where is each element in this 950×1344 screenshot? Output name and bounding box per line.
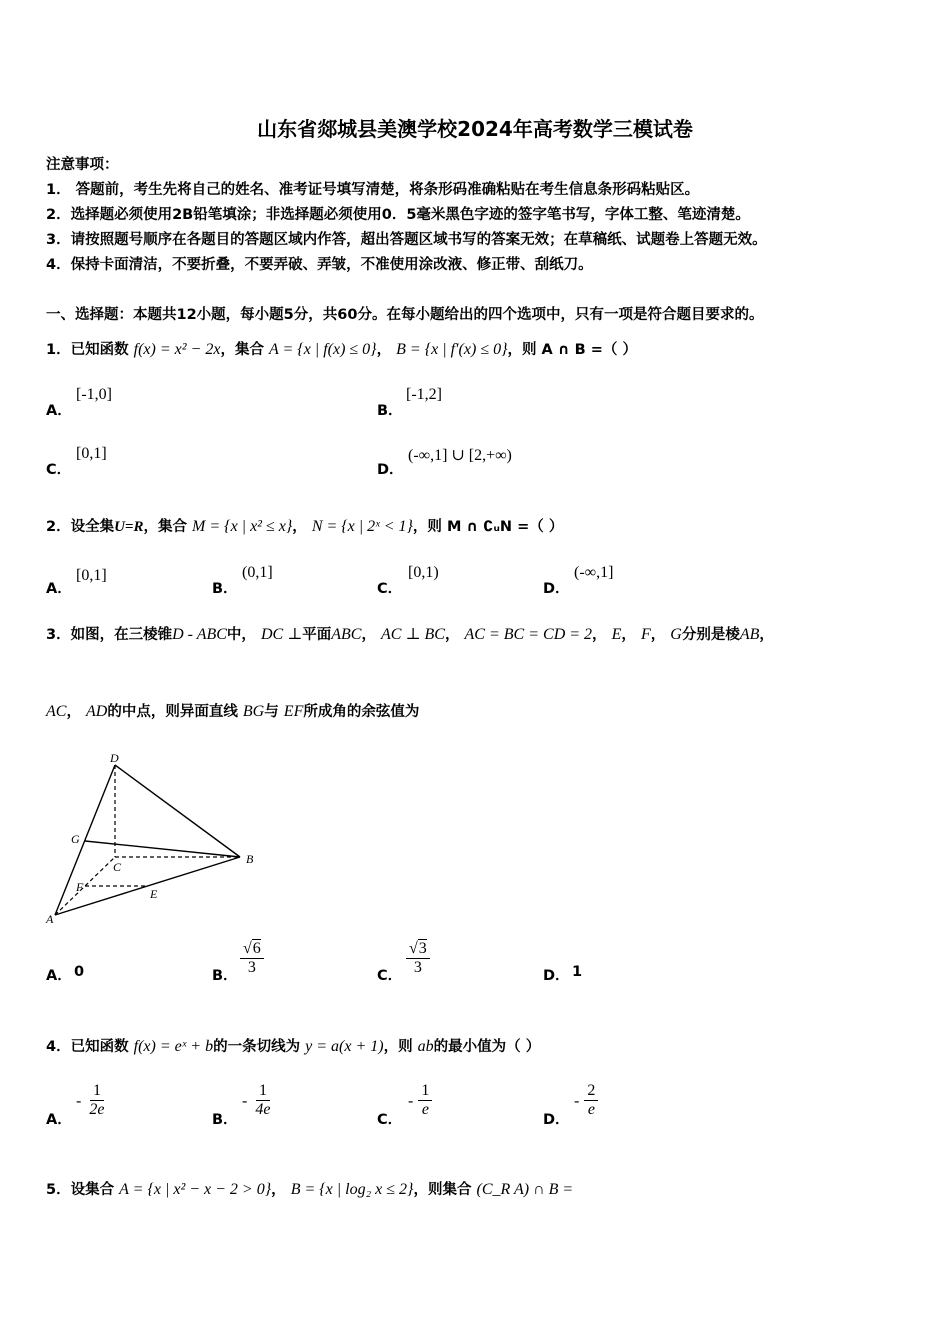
- q3-comma: ，: [759, 627, 774, 643]
- q3-option-b-value: [240, 940, 264, 978]
- q4-option-c-label[interactable]: C．: [377, 1112, 403, 1128]
- q4-option-d-value: [574, 1082, 598, 1120]
- q4-tail: 的最小值为（ ）: [433, 1039, 541, 1055]
- label-f: F: [76, 880, 84, 894]
- q1-option-b-value: [-1,2]: [406, 386, 442, 403]
- tetrahedron-figure: [40, 745, 280, 935]
- question-4-stem: [46, 1035, 540, 1056]
- q2-option-c-value: [0,1): [408, 564, 439, 581]
- q1-option-a-value: [-1,0]: [76, 386, 112, 403]
- q5-expression: (C_R A) ∩ B =: [476, 1181, 574, 1198]
- denominator: e: [421, 1101, 429, 1119]
- q3-option-d-value: 1: [572, 964, 583, 980]
- q3-line-bg: BG: [242, 703, 265, 720]
- q3-prefix: 3．如图，在三棱锥: [46, 627, 173, 643]
- question-3-stem-line2: [46, 700, 419, 721]
- numerator: √3: [406, 940, 430, 959]
- notice-item: 2．选择题必须使用2B铅笔填涂；非选择题必须使用0．5毫米黑色字迹的签字笔书写，字体工整、笔迹清楚。: [46, 207, 750, 223]
- numerator: 1: [256, 1082, 270, 1101]
- q3-lengths: AC = BC = CD = 2: [464, 626, 593, 643]
- q3-line2a: 的中点，则异面直线: [107, 704, 238, 720]
- q2-comma: ，: [292, 519, 307, 535]
- notice-item: 1． 答题前，考生先将自己的姓名、准考证号填写清楚，将条形码准确粘贴在考生信息条形码粘贴区。: [46, 182, 700, 198]
- numerator: 2: [584, 1082, 598, 1101]
- q2-set-n: N = {x | 2ˣ < 1}: [311, 518, 413, 535]
- label-d: D: [110, 751, 119, 765]
- label-g: G: [71, 832, 80, 846]
- q3-edge-ac: AC: [46, 703, 67, 720]
- q1-comma: ，: [376, 342, 392, 358]
- denominator: 4e: [255, 1101, 271, 1119]
- denominator: 2e: [89, 1101, 105, 1119]
- q2-prefix: 2．设全集: [46, 519, 115, 535]
- q1-tail: ，则 A ∩ B =（ ）: [507, 342, 637, 358]
- label-e: E: [150, 887, 158, 901]
- q3-option-b-label[interactable]: B．: [212, 968, 238, 984]
- q2-option-b-label[interactable]: B．: [212, 581, 238, 597]
- denominator: 3: [413, 959, 422, 977]
- q3-comma: ，: [361, 627, 376, 643]
- q3-point-f: F: [640, 626, 651, 643]
- q2-option-c-label[interactable]: C．: [377, 581, 403, 597]
- q2-option-a-label[interactable]: A．: [46, 581, 72, 597]
- q3-dc-perp: DC ⊥: [260, 626, 303, 643]
- q5-mid: ，则集合: [413, 1182, 472, 1198]
- q5-set-b: B = {x | log₂ x ≤ 2}: [290, 1181, 414, 1198]
- q3-option-c-label[interactable]: C．: [377, 968, 403, 984]
- radicand: 6: [252, 940, 261, 957]
- q1-option-b-label[interactable]: B．: [377, 403, 403, 419]
- q4-ab: ab: [417, 1038, 434, 1055]
- question-3-stem: [46, 623, 774, 644]
- q4-prefix: 4．已知函数: [46, 1039, 129, 1055]
- section-heading: 一、选择题：本题共12小题，每小题5分，共60分。在每小题给出的四个选项中，只有一项是符合题目要求的。: [46, 307, 764, 323]
- edge-da: [55, 765, 115, 915]
- label-c: C: [113, 860, 122, 874]
- minus-sign: -: [242, 1092, 248, 1110]
- q4-tangent: y = a(x + 1): [305, 1038, 384, 1055]
- fraction: [86, 1082, 107, 1120]
- minus-sign: -: [408, 1092, 414, 1110]
- q2-universal-set: U=R: [114, 519, 144, 535]
- fraction: [406, 940, 430, 978]
- q1-prefix: 1．已知函数: [46, 342, 129, 358]
- question-5-stem: [46, 1178, 573, 1199]
- q3-tetrahedron: D - ABC: [172, 626, 227, 643]
- q1-set-a: A = {x | f(x) ≤ 0}: [269, 341, 377, 358]
- q3-line-ef: EF: [283, 703, 304, 720]
- q1-option-d-value: (-∞,1] ∪ [2,+∞): [408, 447, 512, 464]
- q2-option-b-value: (0,1]: [242, 564, 273, 581]
- q1-set-b: B = {x | f′(x) ≤ 0}: [396, 341, 508, 358]
- q2-option-a-value: [0,1]: [76, 567, 107, 584]
- q3-option-d-label[interactable]: D．: [543, 968, 570, 984]
- question-2-stem: [46, 515, 563, 536]
- q3-comma: ，: [621, 627, 636, 643]
- page-title: 山东省郯城县美澳学校2024年高考数学三模试卷: [257, 117, 693, 141]
- q3-line2b: 所成角的余弦值为: [303, 704, 420, 720]
- q3-fenbie: 分别是棱: [681, 627, 740, 643]
- q3-plane: 平面: [302, 627, 332, 643]
- q3-yu: 与: [264, 704, 279, 720]
- q2-set-m: M = {x | x² ≤ x}: [192, 518, 293, 535]
- q4-option-c-value: [408, 1082, 432, 1120]
- q3-comma: ，: [650, 627, 666, 643]
- q4-option-a-value: [76, 1082, 108, 1120]
- q3-edge-ad: AD: [86, 703, 108, 720]
- q3-option-a-label[interactable]: A．: [46, 968, 72, 984]
- q3-comma: ，: [66, 704, 81, 720]
- q1-function: f(x) = x² − 2x: [133, 341, 221, 358]
- radicand: 3: [418, 940, 427, 957]
- q1-option-a-label[interactable]: A．: [46, 403, 72, 419]
- q2-mid: ，集合: [143, 519, 187, 535]
- q3-comma: ，: [592, 627, 607, 643]
- q2-option-d-value: (-∞,1]: [574, 564, 614, 581]
- q3-option-a-value: 0: [74, 964, 85, 980]
- q1-option-d-label[interactable]: D．: [377, 462, 404, 478]
- q3-option-c-value: [406, 940, 430, 978]
- notice-item: 3．请按照题号顺序在各题目的答题区域内作答，超出答题区域书写的答案无效；在草稿纸、试题卷上答题无效。: [46, 232, 767, 248]
- q5-comma: ，: [271, 1182, 286, 1198]
- numerator: 1: [90, 1082, 104, 1101]
- q3-comma: ，: [444, 627, 460, 643]
- q3-abc: ABC: [331, 626, 362, 643]
- q5-set-a: A = {x | x² − x − 2 > 0}: [119, 1181, 272, 1198]
- label-a: A: [46, 912, 54, 926]
- q4-mid2: ，则: [383, 1039, 413, 1055]
- fraction: [418, 1082, 432, 1120]
- q4-option-b-label[interactable]: B．: [212, 1112, 238, 1128]
- q1-mid: ，集合: [220, 342, 264, 358]
- line-gb: [85, 841, 240, 857]
- q1-option-c-value: [0,1]: [76, 445, 107, 462]
- notice-heading: 注意事项：: [46, 157, 119, 173]
- q3-point-e: E: [611, 626, 622, 643]
- q4-option-b-value: [242, 1082, 274, 1120]
- minus-sign: -: [574, 1092, 580, 1110]
- q1-option-c-label[interactable]: C．: [46, 462, 72, 478]
- q3-ac-perp-bc: AC ⊥ BC: [381, 626, 445, 643]
- fraction: [584, 1082, 598, 1120]
- label-b: B: [246, 852, 254, 866]
- q3-edge-ab: AB: [739, 626, 760, 643]
- fraction: [252, 1082, 273, 1120]
- numerator: 1: [418, 1082, 432, 1101]
- denominator: e: [587, 1101, 595, 1119]
- q2-option-d-label[interactable]: D．: [543, 581, 570, 597]
- q3-zhong: 中，: [226, 627, 256, 643]
- q4-function: f(x) = eˣ + b: [133, 1038, 214, 1055]
- q4-mid: 的一条切线为: [213, 1039, 301, 1055]
- notice-item: 4．保持卡面清洁，不要折叠，不要弄破、弄皱，不准使用涂改液、修正带、刮纸刀。: [46, 257, 593, 273]
- numerator: √6: [240, 940, 264, 959]
- minus-sign: -: [76, 1092, 82, 1110]
- denominator: 3: [247, 959, 256, 977]
- q2-tail: ，则 M ∩ ∁ᵤN =（ ）: [412, 519, 564, 535]
- question-1-stem: [46, 338, 637, 359]
- q5-prefix: 5．设集合: [46, 1182, 115, 1198]
- edge-db: [115, 765, 240, 857]
- q4-option-a-label[interactable]: A．: [46, 1112, 72, 1128]
- q4-option-d-label[interactable]: D．: [543, 1112, 570, 1128]
- q3-point-g: G: [670, 626, 682, 643]
- fraction: [240, 940, 264, 978]
